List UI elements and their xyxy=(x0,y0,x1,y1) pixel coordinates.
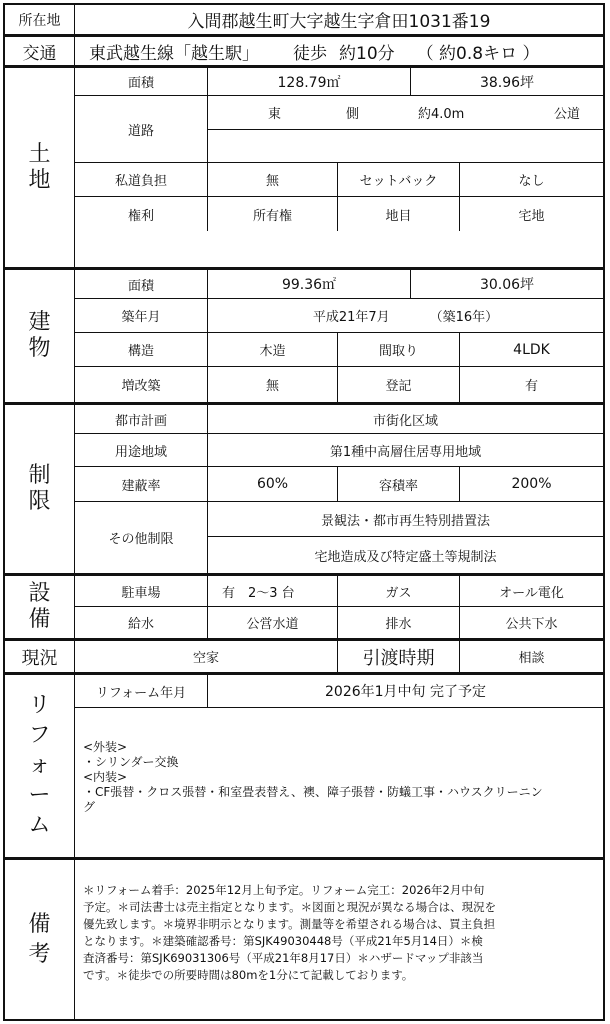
reform-date-label: リフォーム年月 xyxy=(95,685,187,701)
far-label: 容積率 xyxy=(337,466,459,501)
location-label: 所在地 xyxy=(5,5,75,34)
property-sheet xyxy=(3,3,605,1021)
building-age: （築16年） xyxy=(429,310,499,325)
gas-value: オール電化 xyxy=(459,576,603,606)
land-area-tsubo: 38.96坪 xyxy=(410,68,603,95)
setback-value: なし xyxy=(459,162,603,196)
registry-value: 有 xyxy=(459,366,603,402)
drain-label: 排水 xyxy=(337,606,459,638)
land-label: 土 地 xyxy=(5,68,75,267)
road-label: 道路 xyxy=(75,95,207,162)
reform-label: リ フ ォ ー ム xyxy=(5,675,75,857)
city-plan-label: 都市計画 xyxy=(114,413,167,429)
other-restrictions-line1: 景観法・都市再生特別措置法 xyxy=(207,501,603,536)
handover-value: 相談 xyxy=(459,641,603,672)
transport-label: 交通 xyxy=(5,37,75,65)
water-value: 公営水道 xyxy=(207,606,337,638)
land-area-label: 面積 xyxy=(127,76,154,91)
land-section xyxy=(5,68,603,270)
built-date: 平成21年7月 xyxy=(312,310,390,325)
status-label: 現況 xyxy=(5,641,75,672)
road-details xyxy=(207,95,603,129)
private-road-value: 無 xyxy=(207,162,337,196)
rights-label: 権利 xyxy=(75,196,207,231)
handover-label: 引渡時期 xyxy=(337,641,459,672)
land-area-sqm: 128.79㎡ xyxy=(207,68,410,95)
rights-value: 所有権 xyxy=(207,196,337,231)
building-area-tsubo: 30.06坪 xyxy=(410,270,603,298)
walk-time: 約10分 xyxy=(339,43,395,64)
status-row xyxy=(5,641,603,675)
reform-date-value: 2026年1月中旬 完了予定 xyxy=(207,675,603,707)
private-road-label: 私道負担 xyxy=(75,162,207,196)
other-restrictions-line2: 宅地造成及び特定盛土等規制法 xyxy=(207,536,603,573)
station: 東武越生線「越生駅」 xyxy=(89,43,259,64)
zoning-value: 第1種中高層住居専用地域 xyxy=(207,433,603,466)
reform-details: <外装> ・シリンダー交換 <内装> ・CF張替・クロス張替・和室畳表替え、襖、障子張替・防蟻工事・ハウスクリーニン グ xyxy=(75,707,603,857)
road-direction: 東 xyxy=(268,107,282,122)
layout-value: 4LDK xyxy=(459,332,603,366)
reform-section xyxy=(5,675,603,860)
city-plan-value: 市街化区域 xyxy=(207,405,603,433)
zoning-label: 用途地域 xyxy=(75,433,207,466)
restrictions-section xyxy=(5,405,603,576)
structure-value: 木造 xyxy=(207,332,337,366)
land-category-value: 宅地 xyxy=(459,196,603,231)
coverage-value: 60% xyxy=(207,466,337,501)
facilities-section xyxy=(5,576,603,641)
road-type: 公道 xyxy=(554,107,581,122)
gas-label: ガス xyxy=(337,576,459,606)
built-label: 築年月 xyxy=(75,298,207,332)
building-label: 建 物 xyxy=(5,270,75,402)
facilities-label: 設 備 xyxy=(5,576,75,638)
other-restrictions-label: その他制限 xyxy=(75,501,207,573)
transport-row xyxy=(5,37,603,68)
road-width: 約4.0m xyxy=(418,107,465,122)
building-area-sqm: 99.36㎡ xyxy=(207,270,410,298)
far-value: 200% xyxy=(459,466,603,501)
walk-distance: （ 約0.8キロ ） xyxy=(416,43,540,64)
layout-label: 間取り xyxy=(337,332,459,366)
extension-label: 増改築 xyxy=(75,366,207,402)
registry-label: 登記 xyxy=(337,366,459,402)
walk-label: 徒歩 xyxy=(293,43,327,64)
building-section xyxy=(5,270,603,405)
transport-value xyxy=(75,37,603,65)
drain-value: 公共下水 xyxy=(459,606,603,638)
remarks-label: 備 考 xyxy=(5,860,75,1019)
restrictions-label: 制 限 xyxy=(5,405,75,573)
built-value xyxy=(207,298,603,332)
location-value: 入間郡越生町大字越生字倉田1031番19 xyxy=(187,12,491,32)
land-category-label: 地目 xyxy=(337,196,459,231)
remarks-text: ＊リフォーム着手：2025年12月上旬予定。リフォーム完工：2026年2月中旬 予定。＊司法書士は売主指定となります。＊図面と現況が異なる場合は、現況を 優先致します。＊境界非明示となります。測量等を希望される場合は、買主負担 となります。＊建築確認番号：第SJK49030448号（平成21年5月14日）＊検 査済番号：第SJK69031306号（平成21年8月17日）＊ハザードマップ非該当 です。＊徒歩での所要時間は80mを1分にて記載しております。 xyxy=(83,883,497,982)
status-value: 空家 xyxy=(192,651,219,666)
parking-value: 有 2～3 台 xyxy=(207,576,337,606)
setback-label: セットバック xyxy=(337,162,459,196)
extension-value: 無 xyxy=(207,366,337,402)
building-area-label: 面積 xyxy=(127,278,154,294)
location-row xyxy=(5,5,603,37)
parking-label: 駐車場 xyxy=(121,585,161,601)
remarks-section xyxy=(5,860,603,1019)
road-blank xyxy=(207,129,603,162)
road-side: 側 xyxy=(346,107,360,122)
water-label: 給水 xyxy=(75,606,207,638)
coverage-label: 建蔽率 xyxy=(75,466,207,501)
structure-label: 構造 xyxy=(75,332,207,366)
